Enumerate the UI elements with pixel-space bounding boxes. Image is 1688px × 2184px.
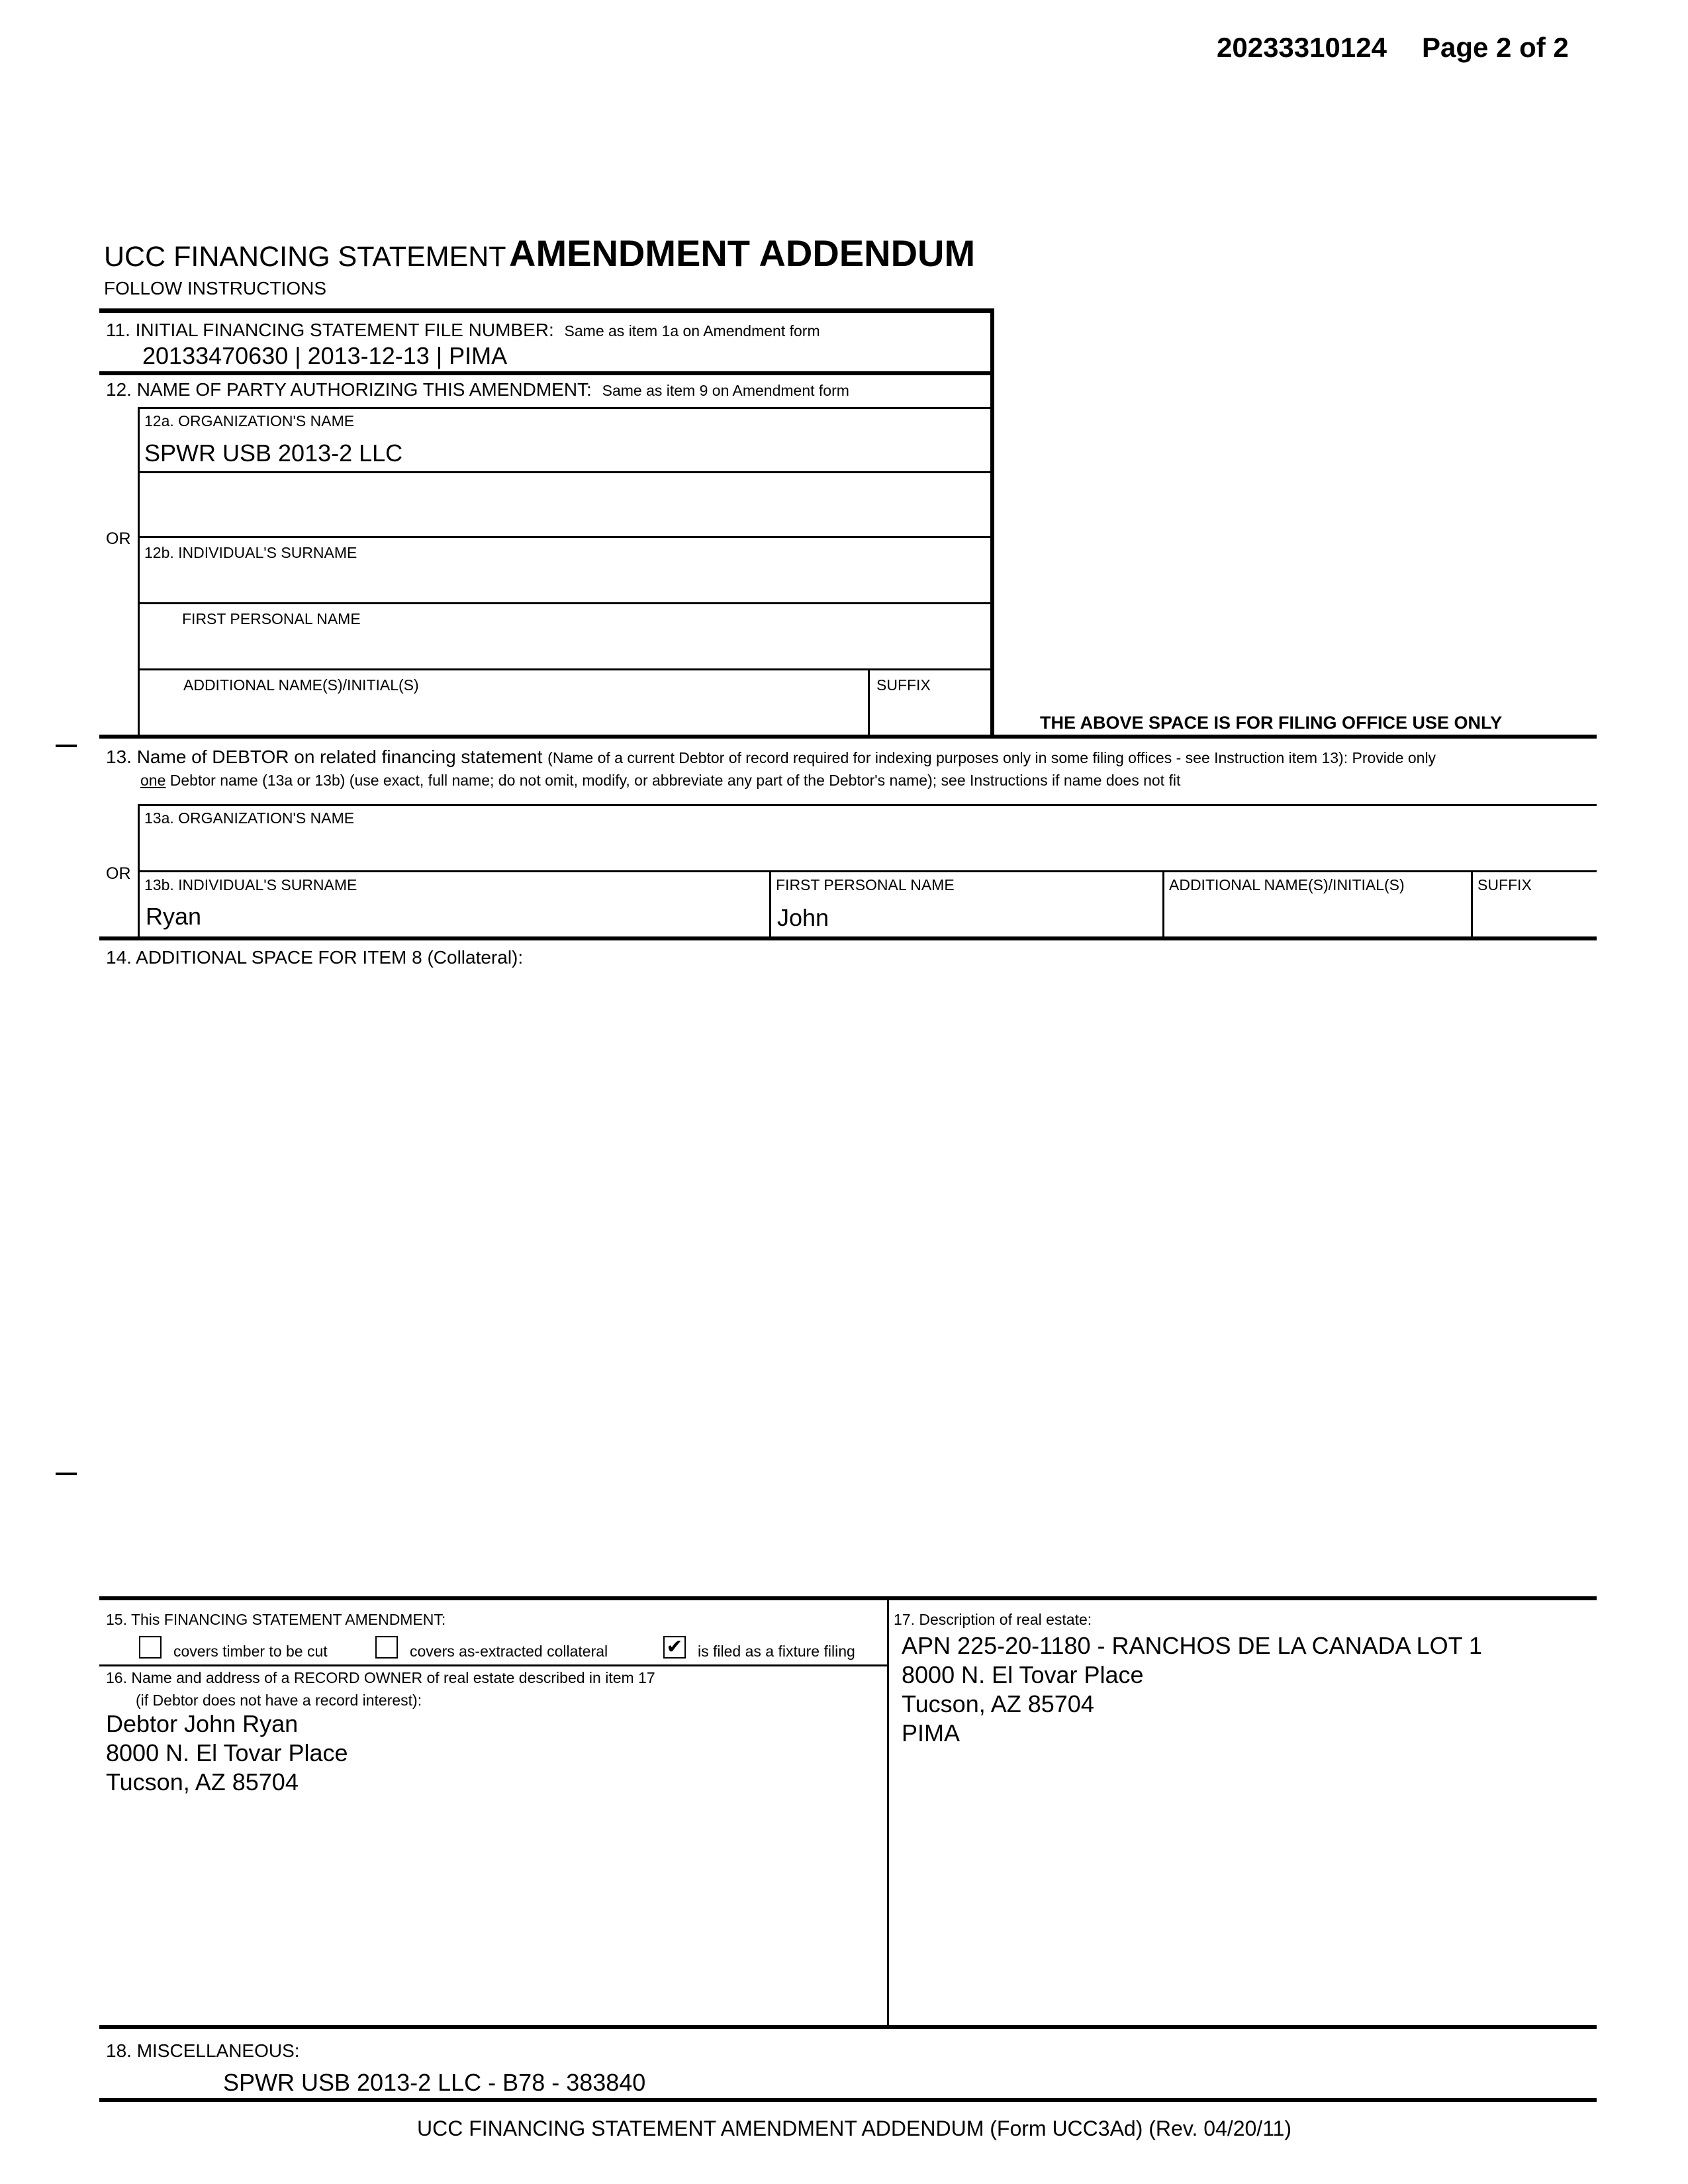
fixture-filing-option-label: is filed as a fixture filing: [698, 1643, 855, 1660]
divider: [138, 668, 992, 670]
margin-mark: [56, 1473, 77, 1475]
divider: [99, 735, 1597, 739]
item16-label-2: (if Debtor does not have a record interest):: [136, 1692, 422, 1709]
or-label: OR: [106, 864, 131, 883]
real-estate-line-3[interactable]: Tucson, AZ 85704: [902, 1690, 1094, 1717]
item13-note: (Name of a current Debtor of record required for indexing purposes only in some filing offices - see Instruction item 13): Provide only: [547, 749, 1436, 766]
item12-first-name-label: FIRST PERSONAL NAME: [182, 610, 361, 627]
item12a-label: 12a. ORGANIZATION'S NAME: [144, 412, 355, 430]
timber-option-label: covers timber to be cut: [173, 1643, 328, 1660]
divider: [138, 407, 992, 409]
item13-suffix-label: SUFFIX: [1477, 876, 1532, 893]
collateral-space[interactable]: [99, 976, 1597, 1592]
divider: [99, 2025, 1597, 2029]
divider: [138, 602, 992, 604]
page-indicator: Page 2 of 2: [1422, 32, 1569, 63]
as-extracted-option-label: covers as-extracted collateral: [410, 1643, 608, 1660]
divider: [1471, 870, 1473, 940]
item13-label: 13. Name of DEBTOR on related financing statement (Name of a current Debtor of record required for indexing purposes only in some filing offices - see Instruction item 13): Provide only: [106, 747, 1436, 767]
record-owner-line-1[interactable]: Debtor John Ryan: [106, 1710, 299, 1737]
form-title-part1: UCC FINANCING STATEMENT: [104, 241, 506, 273]
item11-label: 11. INITIAL FINANCING STATEMENT FILE NUMBER: Same as item 1a on Amendment form: [106, 320, 820, 340]
divider: [1162, 870, 1164, 940]
divider: [769, 870, 771, 940]
item16-label: 16. Name and address of a RECORD OWNER of real estate described in item 17: [106, 1669, 655, 1686]
divider: [99, 1664, 888, 1666]
item13-note-line2: one Debtor name (13a or 13b) (use exact, full name; do not omit, modify, or abbreviate any part of the Debtor's name); see Instructions if name does not fit: [140, 772, 1181, 789]
item17-label: 17. Description of real estate:: [894, 1611, 1092, 1628]
debtor-surname-field[interactable]: Ryan: [146, 903, 202, 930]
divider: [99, 936, 1597, 940]
divider: [99, 2098, 1597, 2102]
item13b-label: 13b. INDIVIDUAL'S SURNAME: [144, 876, 357, 893]
record-owner-line-2[interactable]: 8000 N. El Tovar Place: [106, 1739, 348, 1766]
real-estate-line-2[interactable]: 8000 N. El Tovar Place: [902, 1661, 1144, 1688]
item14-label: 14. ADDITIONAL SPACE FOR ITEM 8 (Collateral):: [106, 947, 524, 968]
item12-note: Same as item 9 on Amendment form: [602, 382, 849, 399]
authorizing-org-name-field[interactable]: SPWR USB 2013-2 LLC: [144, 439, 403, 467]
real-estate-line-4[interactable]: PIMA: [902, 1719, 961, 1747]
follow-instructions: FOLLOW INSTRUCTIONS: [104, 278, 327, 298]
debtor-first-name-field[interactable]: John: [777, 904, 829, 931]
divider: [138, 407, 140, 736]
divider: [99, 1596, 1597, 1600]
item12b-label: 12b. INDIVIDUAL'S SURNAME: [144, 544, 357, 561]
item12-additional-name-label: ADDITIONAL NAME(S)/INITIAL(S): [183, 676, 419, 694]
item13a-label: 13a. ORGANIZATION'S NAME: [144, 809, 355, 827]
real-estate-line-1[interactable]: APN 225-20-1180 - RANCHOS DE LA CANADA LOT 1: [902, 1632, 1483, 1659]
as-extracted-checkbox[interactable]: [375, 1636, 398, 1659]
item18-label: 18. MISCELLANEOUS:: [106, 2040, 300, 2061]
fixture-filing-checkbox[interactable]: [663, 1636, 686, 1659]
divider: [887, 1596, 889, 2026]
record-owner-line-3[interactable]: Tucson, AZ 85704: [106, 1768, 299, 1796]
form-footer: UCC FINANCING STATEMENT AMENDMENT ADDENDUM (Form UCC3Ad) (Rev. 04/20/11): [417, 2116, 1292, 2140]
divider: [868, 668, 870, 736]
divider: [138, 870, 1597, 872]
or-label: OR: [106, 529, 131, 548]
divider: [99, 308, 994, 313]
item12-label: 12. NAME OF PARTY AUTHORIZING THIS AMENDMENT: Same as item 9 on Amendment form: [106, 379, 849, 400]
divider: [138, 536, 992, 538]
divider: [99, 371, 994, 375]
initial-file-number-field[interactable]: 20133470630 | 2013-12-13 | PIMA: [142, 342, 508, 369]
check-icon: ✔: [666, 1636, 683, 1658]
miscellaneous-field[interactable]: SPWR USB 2013-2 LLC - B78 - 383840: [223, 2069, 646, 2096]
item15-label: 15. This FINANCING STATEMENT AMENDMENT:: [106, 1611, 446, 1628]
form-title: [104, 232, 975, 275]
item11-note: Same as item 1a on Amendment form: [564, 322, 820, 340]
file-number-header: 20233310124: [1217, 32, 1387, 63]
form-title-part2: AMENDMENT ADDENDUM: [509, 232, 976, 274]
divider: [138, 804, 1597, 806]
margin-mark: [56, 745, 77, 747]
item13-first-name-label: FIRST PERSONAL NAME: [776, 876, 955, 893]
filing-office-notice: THE ABOVE SPACE IS FOR FILING OFFICE USE ONLY: [1040, 713, 1503, 733]
timber-checkbox[interactable]: [139, 1636, 162, 1659]
divider: [138, 471, 992, 473]
item12-suffix-label: SUFFIX: [876, 676, 931, 694]
item13-additional-name-label: ADDITIONAL NAME(S)/INITIAL(S): [1169, 876, 1405, 893]
